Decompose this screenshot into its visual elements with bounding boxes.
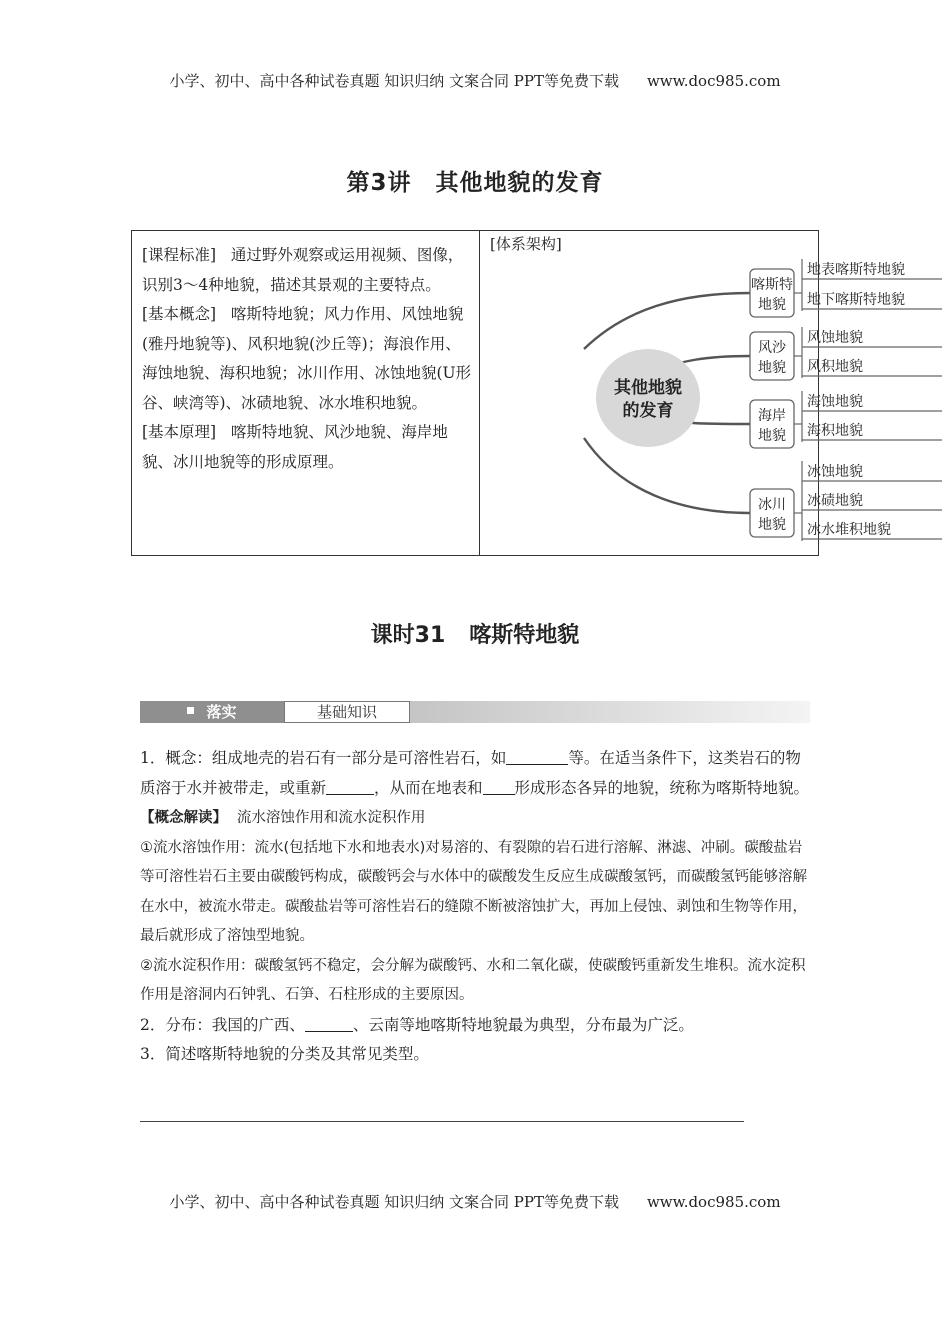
header-site[interactable]: www.doc985.com (646, 72, 781, 90)
question-2 (140, 1011, 812, 1041)
question-1 (140, 744, 812, 803)
overview-table (131, 230, 905, 556)
branch-label-3: 海岸 (758, 408, 786, 424)
q1-text-b: 等。在适当条件下，这类岩石的物质溶于水并被带走，或重新 (140, 749, 801, 797)
answer-line[interactable] (140, 1121, 744, 1122)
leaf-label: 风积地貌 (807, 359, 863, 375)
framework-label: [体系架构] (490, 235, 562, 253)
lesson-name: 喀斯特地貌 (469, 623, 580, 648)
branch-label-2: 风沙 (758, 340, 786, 356)
leaf-label: 海蚀地貌 (807, 394, 863, 410)
center-node (596, 349, 700, 447)
basic-concept-text: 喀斯特地貌；风力作用、风蚀地貌(雅丹地貌等)、风积地貌(沙丘等)；海浪作用、海蚀地貌、海积地貌；冰川作用、冰蚀地貌(U形谷、峡湾等)、冰碛地貌、冰水堆积地貌。 (142, 305, 472, 412)
course-standard-label: [课程标准] (142, 246, 217, 264)
lecture-number: 第3讲 (346, 170, 412, 196)
lesson-title (0, 618, 950, 649)
footer-text: 小学、初中、高中各种试卷真题 知识归纳 文案合同 PPT等免费下载 (169, 1193, 619, 1211)
lecture-name: 其他地貌的发育 (435, 170, 604, 196)
leaf-label: 地表喀斯特地貌 (807, 262, 905, 278)
branch-label-4: 冰川 (758, 497, 786, 513)
q2-text-b: 、云南等地喀斯特地貌最为典型，分布最为广泛。 (352, 1015, 694, 1034)
framework-mindmap (480, 231, 905, 555)
page-footer (0, 1191, 950, 1212)
q1-text-a: 1．概念：组成地壳的岩石有一部分是可溶性岩石，如 (140, 749, 507, 767)
q2-text-a: 2．分布：我国的广西、 (140, 1015, 305, 1034)
branch-label-2: 地貌 (758, 360, 786, 376)
leaf-label: 冰蚀地貌 (807, 464, 863, 480)
leaf-label: 冰水堆积地貌 (807, 522, 891, 538)
lesson-number: 课时31 (370, 623, 446, 648)
page-header (0, 70, 950, 91)
section-banner (140, 701, 810, 723)
section-tag-label: 落实 (206, 703, 237, 721)
header-text: 小学、初中、高中各种试卷真题 知识归纳 文案合同 PPT等免费下载 (169, 72, 619, 90)
concept-title: 流水溶蚀作用和流水淀积作用 (236, 810, 426, 826)
section-name: 基础知识 (284, 701, 410, 723)
course-standard-text: 通过野外观察或运用视频、图像，识别3～4种地貌，描述其景观的主要特点。 (142, 246, 464, 294)
basic-principle-text: 喀斯特地貌、风沙地貌、海岸地貌、冰川地貌等的形成原理。 (142, 423, 448, 471)
q1-blank-3[interactable] (483, 778, 515, 795)
q1-blank-1[interactable] (506, 749, 568, 766)
q2-blank[interactable] (305, 1015, 353, 1032)
center-label-2: 的发育 (622, 401, 674, 421)
question-3: 3．简述喀斯特地貌的分类及其常见类型。 (140, 1045, 429, 1063)
q1-text-c: ，从而在地表和 (374, 778, 483, 797)
branch-arc-1 (584, 293, 750, 349)
branch-arc-4 (584, 438, 750, 513)
leaf-label: 海积地貌 (807, 423, 863, 439)
branch-label-1: 地貌 (758, 297, 786, 313)
concept-head-label: 【概念解读】 (140, 810, 227, 826)
branch-label-4: 地貌 (758, 517, 786, 533)
center-label-1: 其他地貌 (614, 378, 682, 398)
main-content (140, 744, 812, 1070)
q1-blank-2[interactable] (326, 778, 374, 795)
square-icon (187, 707, 194, 714)
lecture-title (0, 164, 950, 197)
leaf-label: 风蚀地貌 (807, 330, 863, 346)
concept-heading (140, 803, 812, 834)
leaf-label: 地下喀斯特地貌 (807, 292, 905, 308)
basic-principle-label: [基本原理] (142, 423, 217, 441)
basic-concept-label: [基本概念] (142, 305, 217, 323)
concept-paragraph-2: ②流水淀积作用：碳酸氢钙不稳定，会分解为碳酸钙、水和二氧化碳，使碳酸钙重新发生堆积。流水淀积作用是溶洞内石钟乳、石笋、石柱形成的主要原因。 (140, 957, 806, 1003)
curriculum-standards (142, 241, 472, 477)
leaf-label: 冰碛地貌 (807, 493, 863, 509)
branch-label-1: 喀斯特 (751, 277, 793, 293)
concept-paragraph-1: ①流水溶蚀作用：流水(包括地下水和地表水)对易溶的、有裂隙的岩石进行溶解、淋滤、冲刷。碳酸盐岩等可溶性岩石主要由碳酸钙构成，碳酸钙会与水体中的碳酸发生反应生成碳酸氢钙，而碳酸氢钙能够溶解在水中，被流水带走。碳酸盐岩等可溶性岩石的缝隙不断被溶蚀扩大，再加上侵蚀、剥蚀和生物等作用，最后就形成了溶蚀型地貌。 (140, 839, 807, 944)
branch-label-3: 地貌 (758, 428, 786, 444)
footer-site[interactable]: www.doc985.com (646, 1193, 781, 1211)
q1-text-d: 形成形态各异的地貌，统称为喀斯特地貌。 (514, 778, 810, 797)
section-tag (140, 701, 284, 723)
